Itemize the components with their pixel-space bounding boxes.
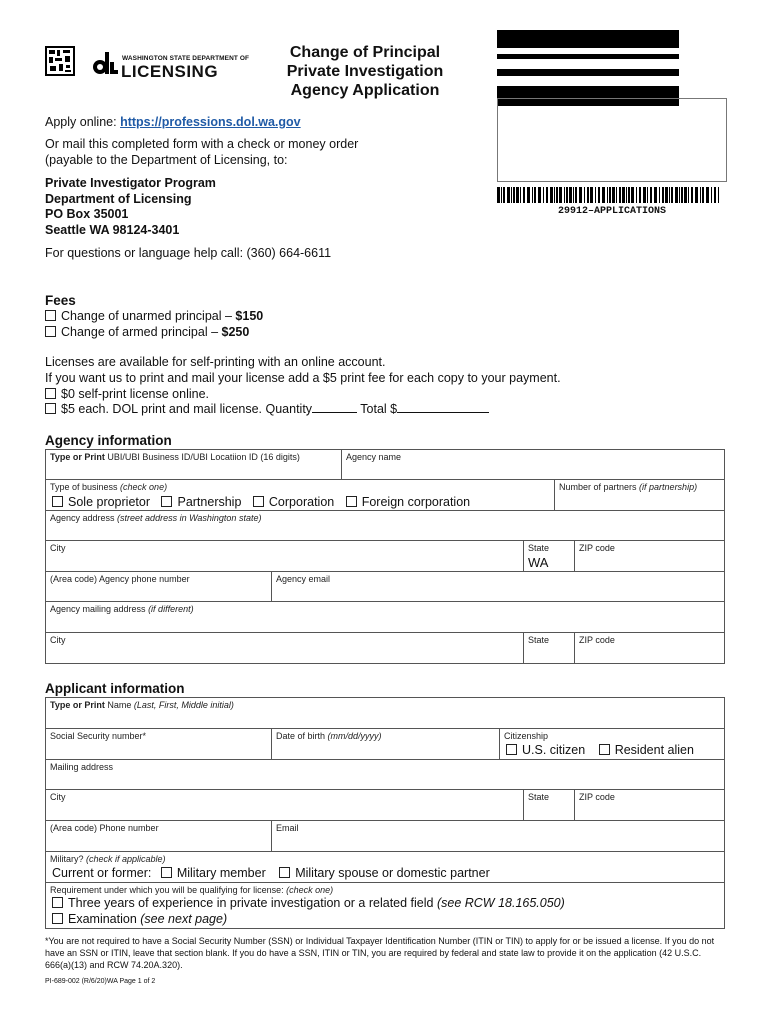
applicant-city-field[interactable]: City — [45, 789, 524, 821]
us-citizen-checkbox[interactable] — [506, 744, 517, 755]
agency-state-field[interactable]: State WA — [523, 540, 575, 572]
print-info-2: If you want us to print and mail your license add a $5 print fee for each copy to your payment. — [45, 371, 561, 385]
fee-armed-checkbox[interactable] — [45, 326, 56, 337]
foreign-corporation-label: Foreign corporation — [361, 495, 471, 509]
agency-state-value: WA — [528, 555, 549, 570]
ssn-field[interactable]: Social Security number* — [45, 728, 272, 760]
agency-address-field[interactable]: Agency address (street address in Washington state) — [45, 510, 725, 541]
agency-mailing-state-field[interactable]: State — [523, 632, 575, 664]
examination-checkbox[interactable] — [52, 913, 63, 924]
resident-alien-label: Resident alien — [614, 743, 694, 757]
agency-name-field[interactable]: Agency name — [341, 449, 725, 480]
ubi-field[interactable]: Type or Print UBI/UBI Business ID/UBI Locatiion ID (16 digits) — [45, 449, 342, 480]
applicant-name-field[interactable]: Type or Print Name (Last, First, Middle initial) — [45, 697, 725, 729]
citizenship-field: Citizenship U.S. citizen Resident alien — [499, 728, 725, 760]
sole-proprietor-label: Sole proprietor — [68, 495, 150, 509]
mailing-address-block: Private Investigator Program Department of Licensing PO Box 35001 Seattle WA 98124-3401 — [45, 176, 216, 237]
agency-mailing-address-field[interactable]: Agency mailing address (if different) — [45, 601, 725, 633]
dob-field[interactable]: Date of birth (mm/dd/yyyy) — [271, 728, 500, 760]
applicant-state-field[interactable]: State — [523, 789, 575, 821]
applicant-phone-field[interactable]: (Area code) Phone number — [45, 820, 272, 852]
agency-mailing-city-field[interactable]: City — [45, 632, 524, 664]
ssn-footnote: *You are not required to have a Social Security Number (SSN) or Individual Taxpayer Identification Number (ITIN or TIN) to apply for or be issued a license. If you do not have an SSN or ITIN, leave that section blank. If you do have a SSN, ITIN or TIN, you are required by federal and state law to provide it on the application (42 U.S.C. 666(a)(13) and RCW 74.20A.320). — [45, 936, 715, 970]
apply-online-line: Apply online: https://professions.dol.wa.gov — [45, 115, 301, 129]
experience-checkbox[interactable] — [52, 897, 63, 908]
form-title: Change of Principal Private Investigation Agency Application — [286, 44, 444, 99]
corporation-checkbox[interactable] — [253, 496, 264, 507]
partnership-label: Partnership — [177, 495, 242, 509]
redaction-bar — [497, 54, 679, 59]
agency-city-field[interactable]: City — [45, 540, 524, 572]
examination-label: Examination — [68, 912, 141, 926]
form-id: PI-689-002 (R/6/20)WA Page 1 of 2 — [45, 978, 156, 985]
total-field[interactable] — [397, 402, 489, 413]
military-field: Military? (check if applicable) Current or former: Military member Military spouse or domestic partner — [45, 851, 725, 883]
fee-armed: Change of armed principal – $250 — [45, 325, 249, 341]
redaction-bar — [497, 30, 679, 48]
department-name: WASHINGTON STATE DEPARTMENT OF — [122, 55, 250, 62]
applicant-zip-field[interactable]: ZIP code — [574, 789, 725, 821]
redaction-bar — [497, 69, 679, 76]
fee-unarmed: Change of unarmed principal – $150 — [45, 309, 263, 325]
fee-unarmed-checkbox[interactable] — [45, 310, 56, 321]
mail-instructions: Or mail this completed form with a check or money order (payable to the Department of Licensing, to: — [45, 137, 359, 167]
applicant-form — [45, 697, 725, 933]
print-option-self: $0 self-print license online. — [45, 387, 209, 403]
resident-alien-checkbox[interactable] — [599, 744, 610, 755]
print-option-mail: $5 each. DOL print and mail license. Quantity Total $ — [45, 402, 489, 418]
us-citizen-label: U.S. citizen — [522, 743, 586, 757]
fees-title: Fees — [45, 293, 76, 308]
questions-line: For questions or language help call: (360) 664-6611 — [45, 246, 332, 260]
self-print-checkbox[interactable] — [45, 388, 56, 399]
agency-section-title: Agency information — [45, 433, 172, 448]
partnership-checkbox[interactable] — [161, 496, 172, 507]
military-member-checkbox[interactable] — [161, 867, 172, 878]
agency-form — [45, 449, 725, 665]
barcode-icon — [497, 187, 719, 203]
apply-online-link[interactable]: https://professions.dol.wa.gov — [120, 115, 301, 129]
print-info-1: Licenses are available for self-printing with an online account. — [45, 355, 386, 369]
mail-print-checkbox[interactable] — [45, 403, 56, 414]
current-former-label: Current or former: — [52, 866, 152, 880]
military-spouse-checkbox[interactable] — [279, 867, 290, 878]
applicant-section-title: Applicant information — [45, 681, 185, 696]
agency-email-field[interactable]: Agency email — [271, 571, 725, 602]
applicant-email-field[interactable]: Email — [271, 820, 725, 852]
rcw-reference: (see RCW 18.165.050) — [436, 896, 565, 910]
agency-phone-field[interactable]: (Area code) Agency phone number — [45, 571, 272, 602]
requirement-field: Requirement under which you will be qualifying for license: (check one) Three years of experience in private investigation or a related field (see RCW 18.165.050) Examination (see next page) — [45, 882, 725, 929]
partners-count-field[interactable]: Number of partners (if partnership) — [554, 479, 725, 511]
sole-proprietor-checkbox[interactable] — [52, 496, 63, 507]
qr-code-icon — [45, 46, 75, 76]
licensing-wordmark: LICENSING — [121, 62, 219, 81]
dol-logo-icon — [90, 50, 118, 78]
see-next-page-note: (see next page) — [140, 912, 228, 926]
agency-zip-field[interactable]: ZIP code — [574, 540, 725, 572]
military-spouse-label: Military spouse or domestic partner — [295, 866, 490, 880]
corporation-label: Corporation — [268, 495, 335, 509]
agency-mailing-zip-field[interactable]: ZIP code — [574, 632, 725, 664]
quantity-field[interactable] — [312, 402, 357, 413]
barcode-label: 29912–APPLICATIONS — [558, 206, 667, 217]
applicant-mailing-address-field[interactable]: Mailing address — [45, 759, 725, 790]
experience-label: Three years of experience in private investigation or a related field — [68, 896, 437, 910]
foreign-corporation-checkbox[interactable] — [346, 496, 357, 507]
business-type-field: Type of business (check one) Sole proprietor Partnership Corporation Foreign corporation — [45, 479, 555, 511]
military-member-label: Military member — [176, 866, 266, 880]
office-use-box — [497, 98, 727, 182]
